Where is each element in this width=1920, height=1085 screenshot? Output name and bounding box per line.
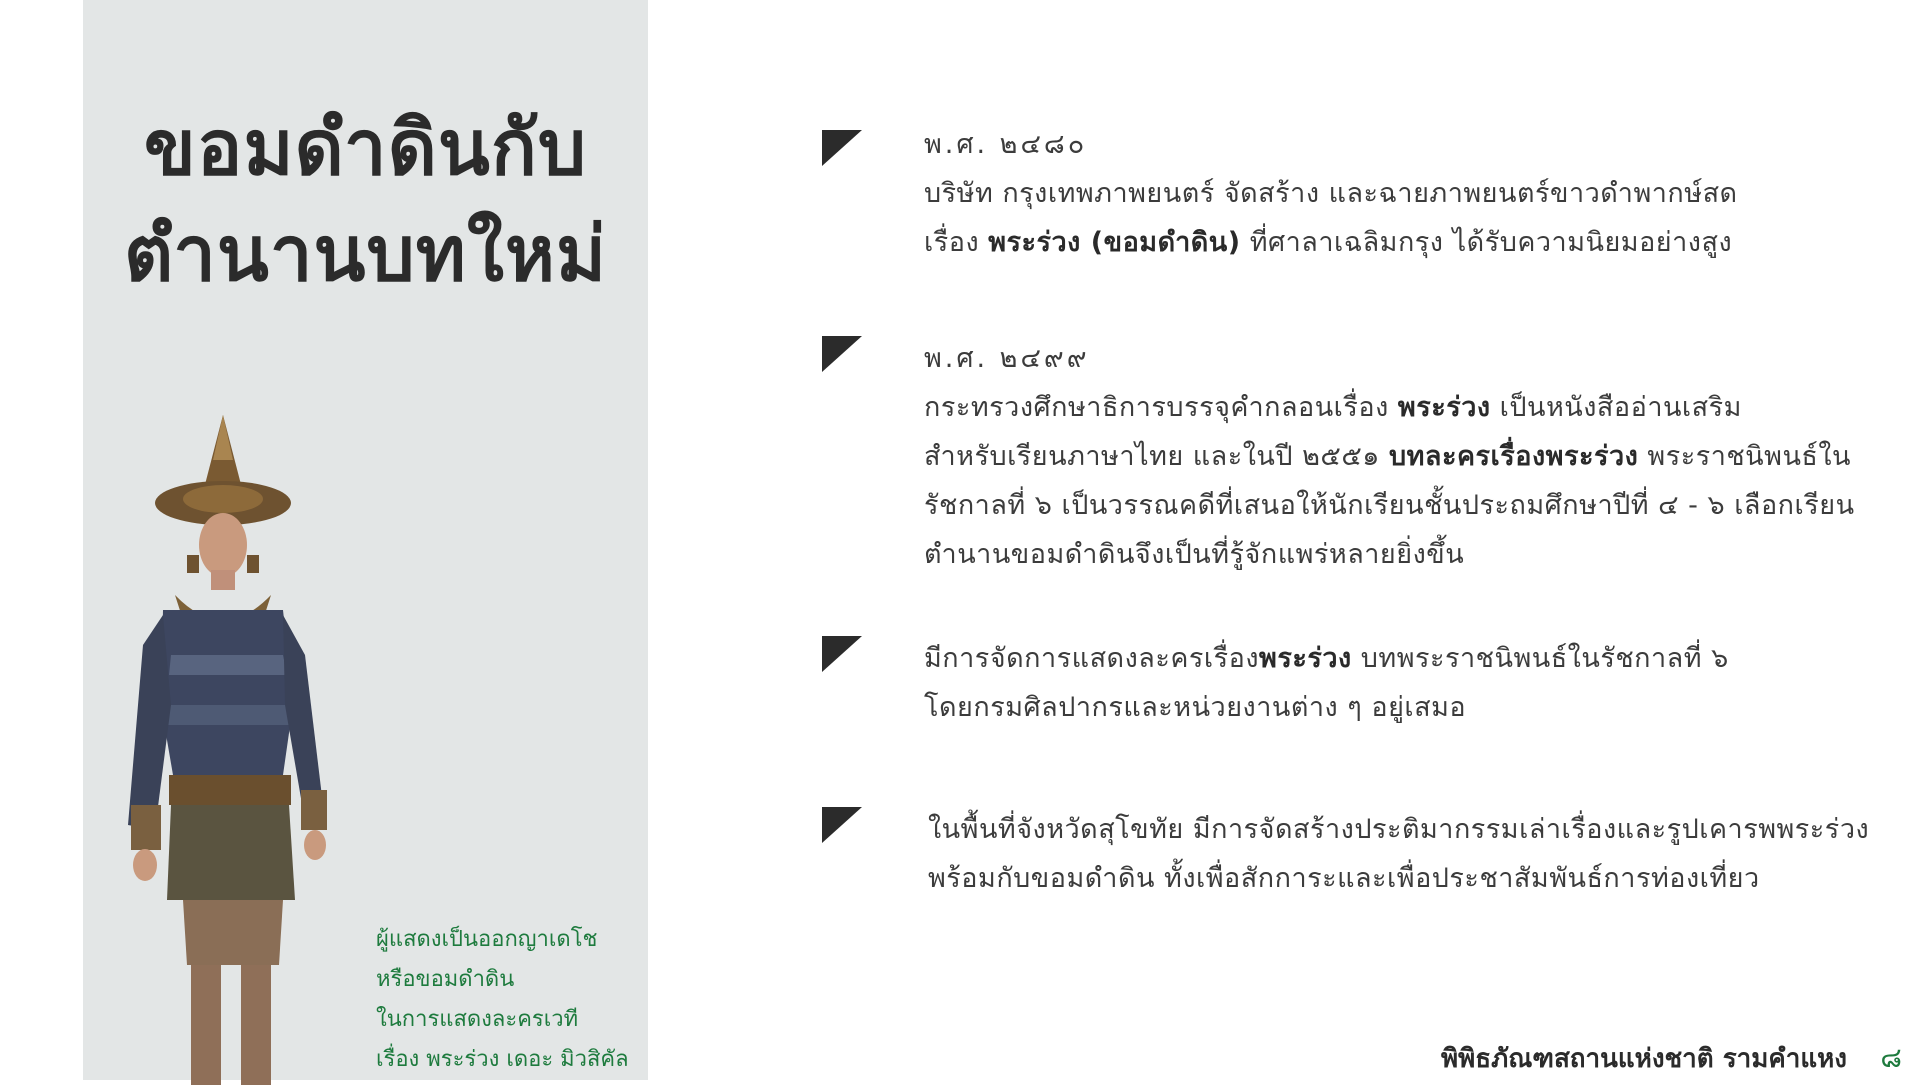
caption-line-3: ในการแสดงละครเวที: [376, 1007, 579, 1032]
bold-title: พระร่วง: [1397, 392, 1491, 423]
caption-line-4: เรื่อง พระร่วง เดอะ มิวสิคัล: [376, 1047, 629, 1072]
photo-caption: [376, 920, 646, 1080]
footer-museum-name: พิพิธภัณฑสถานแห่งชาติ รามคำแหง: [1440, 1044, 1847, 1074]
triangle-bullet-icon: [822, 807, 862, 843]
actor-photo: [83, 405, 343, 1085]
entry-line: โดยกรมศิลปากรและหน่วยงานต่าง ๆ อยู่เสมอ: [924, 692, 1467, 723]
caption-line-2: หรือขอมดำดิน: [376, 967, 515, 992]
entry-line: เรื่อง พระร่วง (ขอมดำดิน) ที่ศาลาเฉลิมกรุง ได้รับความนิยมอย่างสูง: [924, 227, 1733, 258]
bold-title: พระร่วง (ขอมดำดิน): [988, 227, 1241, 258]
title-line-2: ตำนานบทใหม่: [123, 209, 608, 298]
bold-title: พระร่วง: [1259, 643, 1352, 674]
left-panel: [83, 0, 648, 1080]
caption-line-1: ผู้แสดงเป็นออกญาเดโช: [376, 927, 598, 952]
triangle-bullet-icon: [822, 336, 862, 372]
triangle-bullet-icon: [822, 636, 862, 672]
entry-year: พ.ศ. ๒๔๘๐: [924, 129, 1088, 160]
entry-line: สำหรับเรียนภาษาไทย และในปี ๒๕๕๑ บทละครเรื่องพระร่วง พระราชนิพนธ์ใน: [924, 441, 1852, 472]
entry-text: [924, 120, 1864, 267]
entry-text: [924, 634, 1864, 732]
entry-line: พร้อมกับขอมดำดิน ทั้งเพื่อสักการะและเพื่อประชาสัมพันธ์การท่องเที่ยว: [928, 863, 1760, 894]
entry-line: กระทรวงศึกษาธิการบรรจุคำกลอนเรื่อง พระร่วง เป็นหนังสืออ่านเสริม: [924, 392, 1742, 423]
entry-year: พ.ศ. ๒๔๙๙: [924, 343, 1090, 374]
entry-line: มีการจัดการแสดงละครเรื่องพระร่วง บทพระราชนิพนธ์ในรัชกาลที่ ๖: [924, 643, 1729, 674]
entry-line: ตำนานขอมดำดินจึงเป็นที่รู้จักแพร่หลายยิ่งขึ้น: [924, 539, 1465, 570]
title-line-1: ขอมดำดินกับ: [143, 103, 588, 192]
entry-line: บริษัท กรุงเทพภาพยนตร์ จัดสร้าง และฉายภาพยนตร์ขาวดำพากษ์สด: [924, 178, 1738, 209]
entry-text: [928, 805, 1868, 903]
entry-line: รัชกาลที่ ๖ เป็นวรรณคดีที่เสนอให้นักเรียนชั้นประถมศึกษาปีที่ ๔ - ๖ เลือกเรียน: [924, 490, 1855, 521]
entry-line: ในพื้นที่จังหวัดสุโขทัย มีการจัดสร้างประติมากรรมเล่าเรื่องและรูปเคารพพระร่วง: [928, 814, 1870, 845]
triangle-bullet-icon: [822, 130, 862, 166]
page-title: [83, 95, 648, 307]
page-number: ๘: [1880, 1041, 1902, 1074]
bold-title: บทละครเรื่องพระร่วง: [1388, 441, 1639, 472]
entry-text: [924, 334, 1864, 579]
